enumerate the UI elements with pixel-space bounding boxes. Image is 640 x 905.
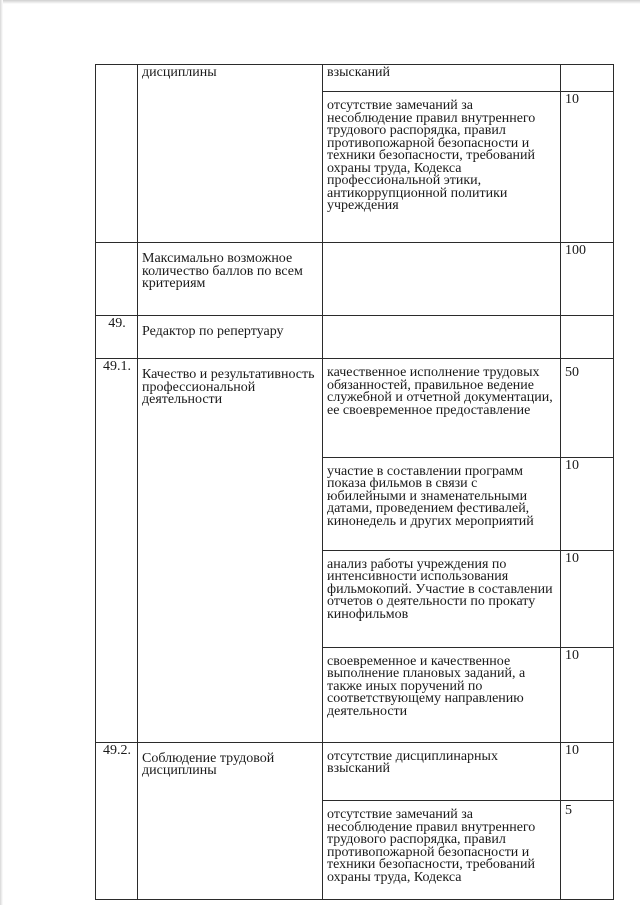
points-cell: 100 <box>561 243 614 316</box>
row-number-cell: 49.2. <box>96 742 138 801</box>
indicator-cell <box>323 316 561 359</box>
table-row <box>96 92 614 243</box>
indicator-cell: своевременное и качественное выполнение плановых заданий, а также иных поручений по соответствующему направлению деятельности <box>323 647 561 742</box>
row-number-cell <box>96 647 138 742</box>
indicator-cell: анализ работы учреждения по интенсивности использования фильмокопий. Участие в составлении отчетов о деятельности по прокату кинофильмов <box>323 550 561 647</box>
criterion-cell <box>138 801 323 900</box>
table-row <box>96 647 614 742</box>
row-number-cell <box>96 65 138 92</box>
criterion-cell: дисциплины <box>138 65 323 92</box>
table-row <box>96 359 614 458</box>
points-cell: 10 <box>561 742 614 801</box>
criterion-cell <box>138 457 323 550</box>
points-cell: 50 <box>561 359 614 458</box>
table-row <box>96 742 614 801</box>
points-cell <box>561 65 614 92</box>
scan-edge-left <box>0 0 3 905</box>
indicator-cell: качественное исполнение трудовых обязанностей, правильное ведение служебной и отчетной документации, ее своевременное предоставление <box>323 359 561 458</box>
row-number-cell <box>96 801 138 900</box>
criterion-cell: Качество и результативность профессиональной деятельности <box>138 359 323 458</box>
row-number-cell <box>96 92 138 243</box>
points-cell: 10 <box>561 457 614 550</box>
row-number-cell: 49. <box>96 316 138 359</box>
criteria-table <box>95 64 614 900</box>
table-row <box>96 243 614 316</box>
criterion-cell <box>138 550 323 647</box>
row-number-cell <box>96 550 138 647</box>
indicator-cell <box>323 243 561 316</box>
table-row <box>96 550 614 647</box>
row-number-cell <box>96 243 138 316</box>
criterion-cell: Соблюдение трудовой дисциплины <box>138 742 323 801</box>
indicator-cell: взысканий <box>323 65 561 92</box>
criterion-cell <box>138 92 323 243</box>
row-number-cell <box>96 457 138 550</box>
scan-edge-top <box>0 0 640 4</box>
table-row <box>96 457 614 550</box>
points-cell: 10 <box>561 550 614 647</box>
table-row <box>96 801 614 900</box>
criterion-cell: Редактор по репертуару <box>138 316 323 359</box>
points-cell: 10 <box>561 92 614 243</box>
points-cell: 5 <box>561 801 614 900</box>
criterion-cell <box>138 647 323 742</box>
indicator-cell: участие в составлении программ показа фильмов в связи с юбилейными и знаменательными датами, проведением фестивалей, кинонедель и других мероприятий <box>323 457 561 550</box>
points-cell: 10 <box>561 647 614 742</box>
table-row <box>96 316 614 359</box>
table-row <box>96 65 614 92</box>
indicator-cell: отсутствие замечаний за несоблюдение правил внутреннего трудового распорядка, правил противопожарной безопасности и техники безопасности, требований охраны труда, Кодекса <box>323 801 561 900</box>
points-cell <box>561 316 614 359</box>
indicator-cell: отсутствие замечаний за несоблюдение правил внутреннего трудового распорядка, правил противопожарной безопасности и техники безопасности, требований охраны труда, Кодекса профессиональной этики, антикоррупционной политики учреждения <box>323 92 561 243</box>
indicator-cell: отсутствие дисциплинарных взысканий <box>323 742 561 801</box>
criterion-cell: Максимально возможное количество баллов по всем критериям <box>138 243 323 316</box>
row-number-cell: 49.1. <box>96 359 138 458</box>
